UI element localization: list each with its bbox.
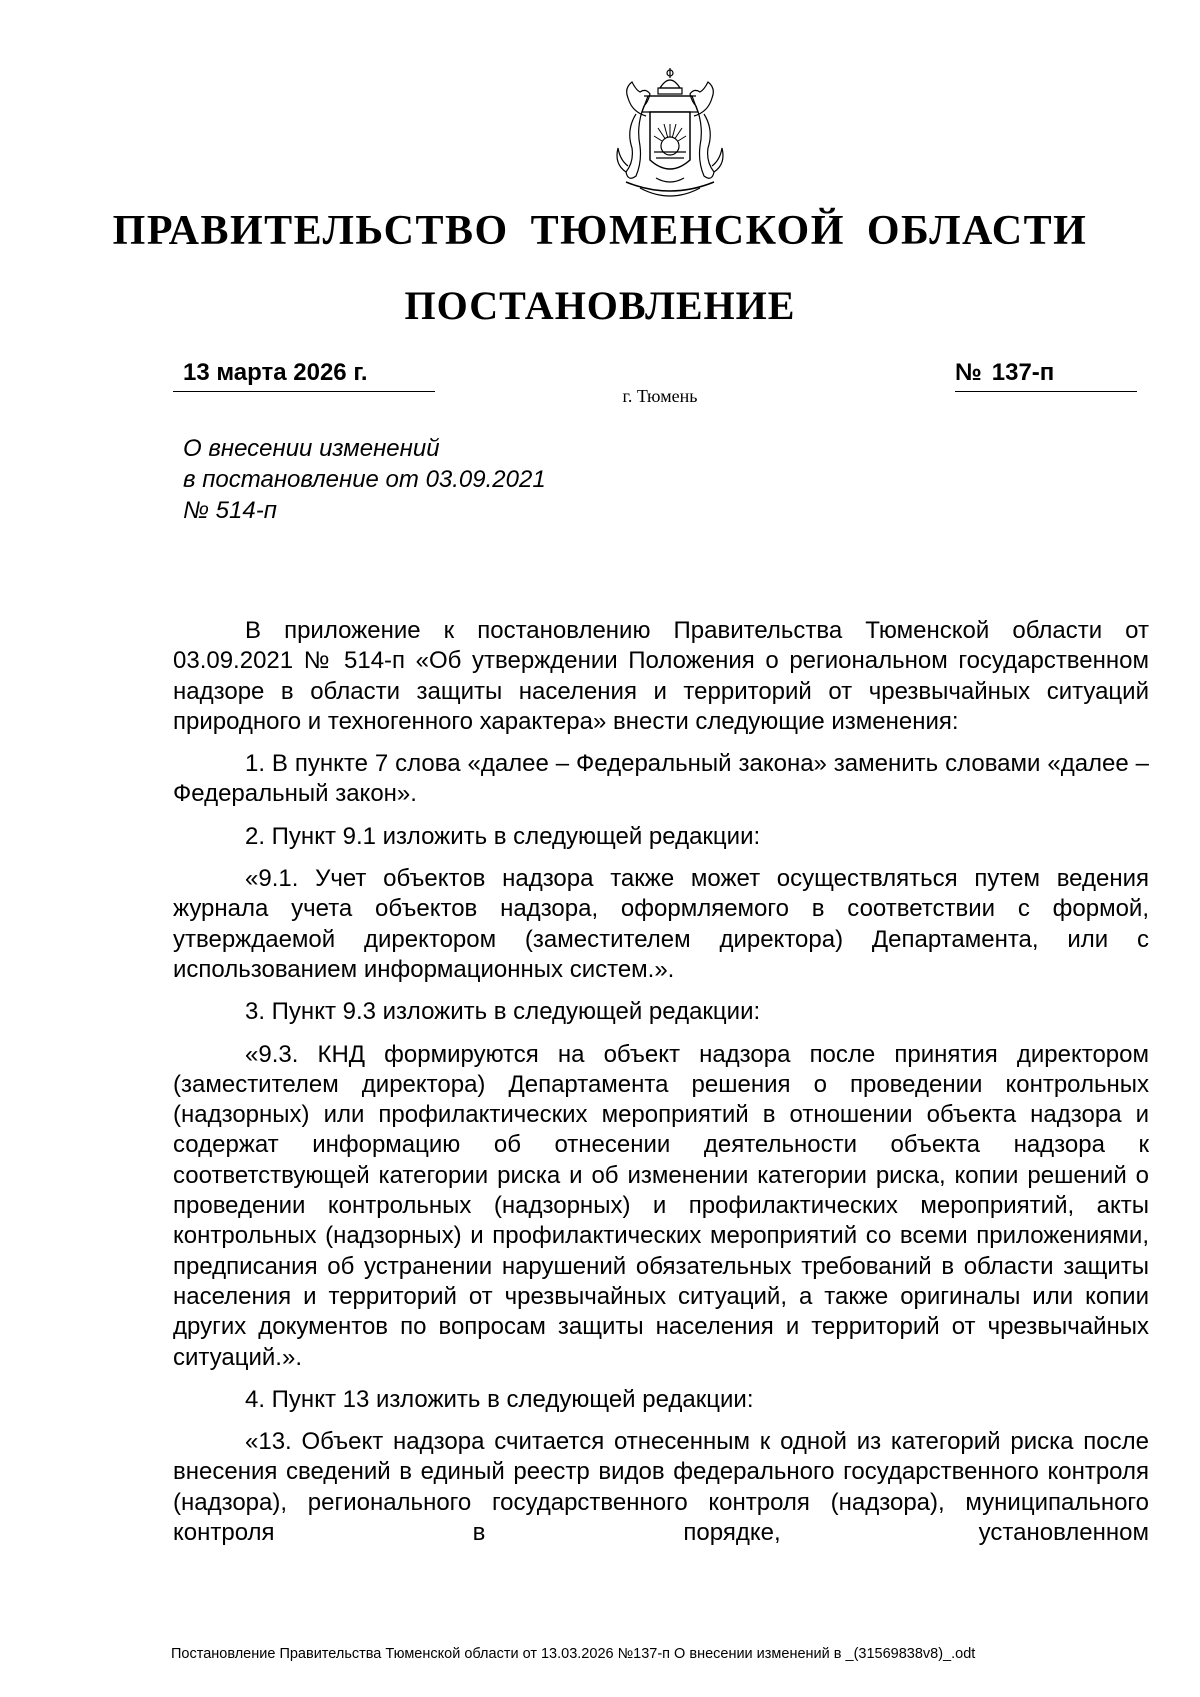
page-footer: Постановление Правительства Тюменской области от 13.03.2026 №137-п О внесении изменений в _(31569838v8)_.odt bbox=[171, 1646, 976, 1662]
coat-of-arms-emblem bbox=[596, 66, 744, 206]
city-label: г. Тюмень bbox=[622, 386, 698, 406]
subject-line: в постановление от 03.09.2021 bbox=[183, 466, 546, 493]
subject-line: О внесении изменений bbox=[183, 435, 440, 462]
intro-paragraph: В приложение к постановлению Правительства Тюменской области от 03.09.2021 № 514-п «Об утверждении Положения о региональном государственном надзоре в области защиты населения и территорий от чрезвычайных ситуаций природного и техногенного характера» внести следующие изменения: bbox=[173, 617, 1149, 735]
number-sign: № bbox=[955, 359, 982, 386]
item-2-text-paragraph: «9.1. Учет объектов надзора также может осуществляться путем ведения журнала учета объектов надзора, оформляемого в соответствии с формой, утверждаемой директором (заместителем директора) Департамента, или с использованием информационных систем.». bbox=[173, 865, 1149, 983]
item-2-paragraph: 2. Пункт 9.1 изложить в следующей редакции: bbox=[245, 822, 761, 850]
document-type-title: ПОСТАНОВЛЕНИЕ bbox=[404, 283, 796, 328]
item-4-text-paragraph: «13. Объект надзора считается отнесенным к одной из категорий риска после внесения сведений в единый реестр видов федерального государственного контроля (надзора), регионального государственного контроля (надзора), муниципального контроля в порядке, установленном bbox=[173, 1428, 1149, 1547]
document-body bbox=[173, 616, 1149, 1560]
document-subject bbox=[183, 433, 683, 526]
item-3-paragraph: 3. Пункт 9.3 изложить в следующей редакции: bbox=[245, 998, 761, 1026]
document-number: 137-п bbox=[991, 359, 1055, 386]
document-date: 13 марта 2026 г. bbox=[173, 358, 435, 392]
subject-line: № 514-п bbox=[183, 497, 277, 524]
item-1-paragraph: 1. В пункте 7 слова «далее – Федеральный закона» заменить словами «далее – Федеральный закон». bbox=[173, 750, 1149, 808]
government-title: ПРАВИТЕЛЬСТВО ТЮМЕНСКОЙ ОБЛАСТИ bbox=[112, 208, 1088, 254]
item-4-paragraph: 4. Пункт 13 изложить в следующей редакции: bbox=[245, 1385, 754, 1413]
item-3-text-paragraph: «9.3. КНД формируются на объект надзора после принятия директором (заместителем директора) Департамента решения о проведении контрольных (надзорных) или профилактических мероприятий в отношении объекта надзора и содержат информацию об отнесении деятельности объекта надзора к соответствующей категории риска и об изменении категории риска, копии решений о проведении контрольных (надзорных) и профилактических мероприятий, акты контрольных (надзорных) и профилактических мероприятий со всеми приложениями, предписания об устранении нарушений обязательных требований в области защиты населения и территорий от чрезвычайных ситуаций, а также оригиналы или копии других документов по вопросам защиты населения и территорий от чрезвычайных ситуаций.». bbox=[173, 1040, 1149, 1371]
